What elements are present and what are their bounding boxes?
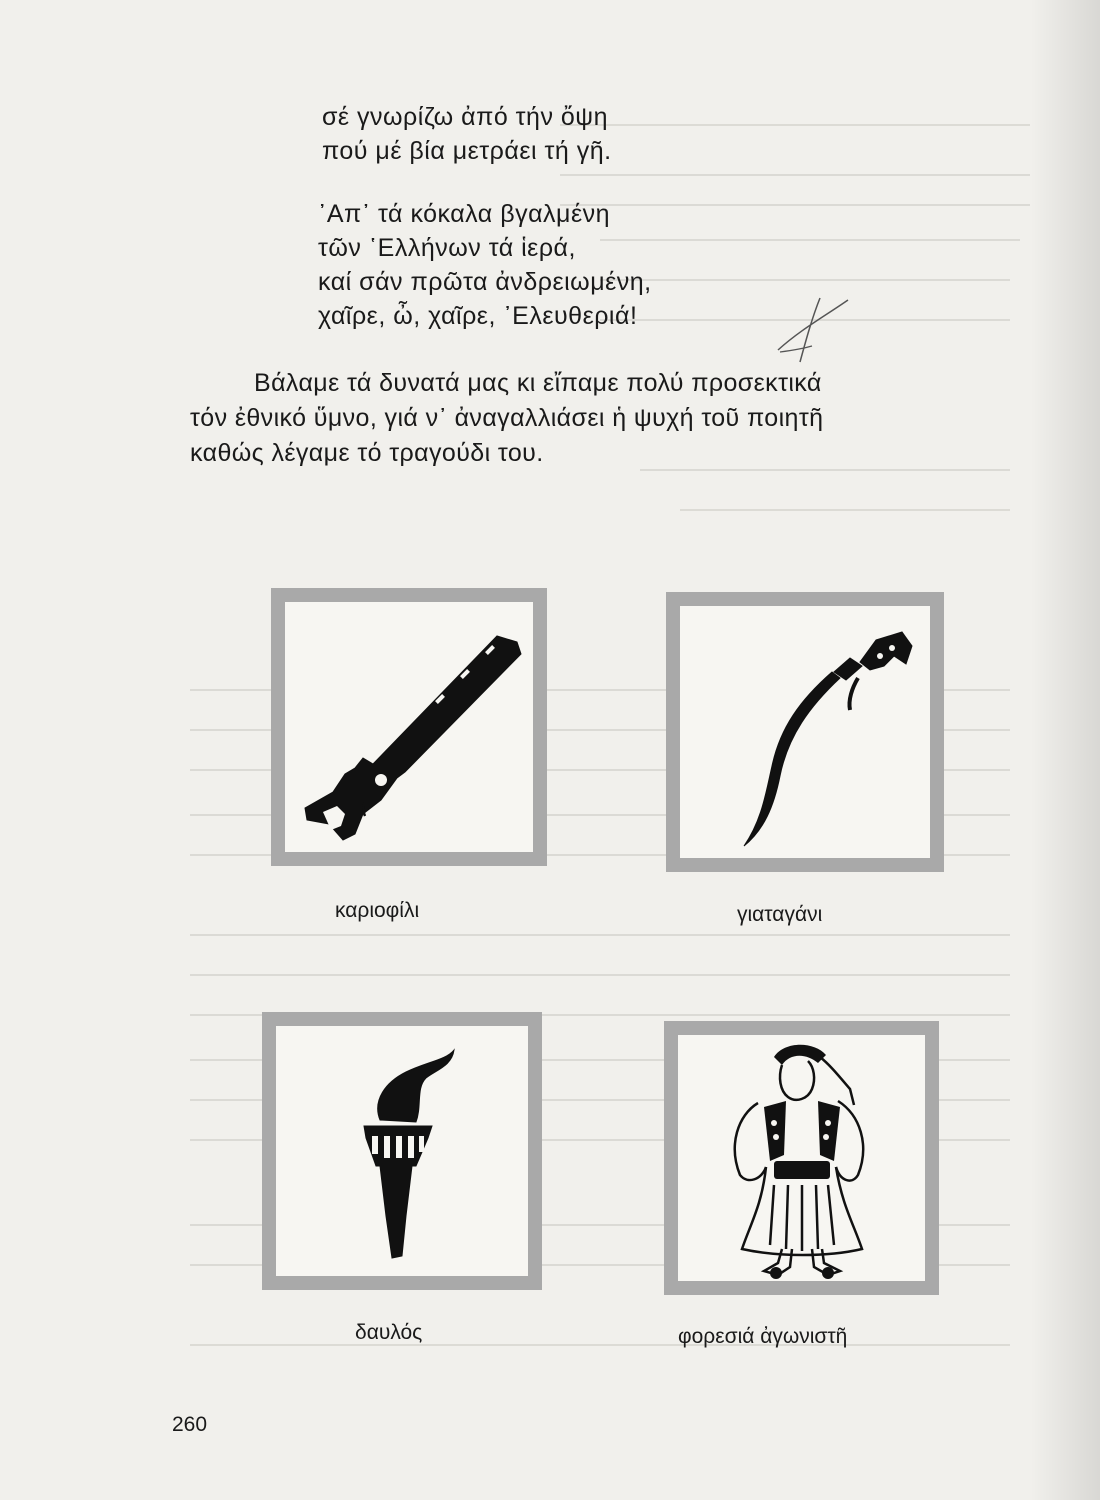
- illustration-frame-yataghan: [666, 592, 944, 872]
- page-number: 260: [172, 1413, 208, 1436]
- caption-musket: καριοφίλι: [335, 899, 420, 922]
- caption-torch: δαυλός: [355, 1321, 423, 1344]
- fighter-costume-icon: [678, 1035, 925, 1281]
- page-edge-shadow: [1030, 0, 1100, 1500]
- caption-yataghan: γιαταγάνι: [737, 903, 823, 926]
- paragraph-line: καθώς λέγαμε τό τραγούδι του.: [190, 439, 544, 467]
- poem-line: καί σάν πρῶτα ἀνδρειωμένη,: [318, 268, 652, 296]
- paragraph-line: Βάλαμε τά δυνατά μας κι εἴπαμε πολύ προσεκτικά: [254, 369, 822, 397]
- caption-fighter-costume: φορεσιά ἀγωνιστῆ: [678, 1325, 848, 1348]
- illustration-frame-torch: [262, 1012, 542, 1290]
- poem-stanza-2: [318, 197, 652, 333]
- poem-line: ᾿Απ᾿ τά κόκαλα βγαλμένη: [318, 200, 610, 228]
- yataghan-icon: [680, 606, 930, 858]
- poem-line: πού μέ βία μετράει τή γῆ.: [322, 137, 612, 165]
- poem-stanza-1: [322, 100, 612, 168]
- poem-line: σέ γνωρίζω ἀπό τήν ὄψη: [322, 103, 609, 131]
- illustration-frame-fighter: [664, 1021, 939, 1295]
- illustration-frame-musket: [271, 588, 547, 866]
- musket-icon: [285, 602, 533, 852]
- torch-icon: [276, 1026, 528, 1276]
- paragraph-line: τόν ἐθνικό ὕμνο, γιά ν᾿ ἀναγαλλιάσει ἡ ψυχή τοῦ ποιητῆ: [190, 404, 824, 432]
- paragraph: [190, 366, 823, 471]
- poem-line: χαῖρε, ὦ, χαῖρε, ᾿Ελευθεριά!: [318, 302, 638, 330]
- poem-line: τῶν ῾Ελλήνων τά ἱερά,: [318, 234, 576, 262]
